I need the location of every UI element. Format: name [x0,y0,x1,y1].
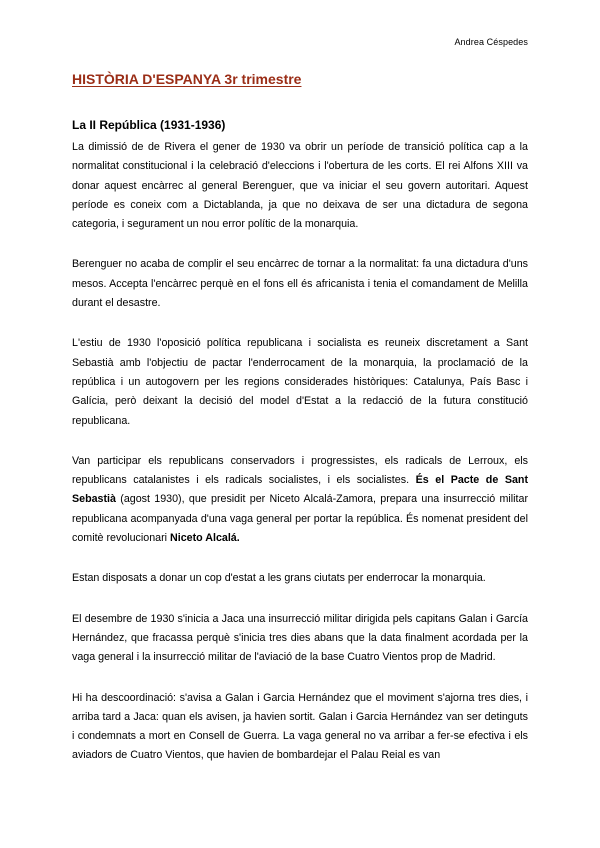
document-title: HISTÒRIA D'ESPANYA 3r trimestre [72,71,302,87]
paragraph-1: La dimissió de de Rivera el gener de 1930 va obrir un període de transició política cap a la normalitat constitucional i la celebració d'eleccions i l'obertura de les corts. El rei Alfons XIII va donar aquest encàrrec al general Berenguer, que va iniciar el seu govern autoritari. Aquest període es coneix com a Dictablanda, ja que no deixava de ser una dictadura de segona categoria, i segurament un nou error polític de la monarquia. [72,141,528,231]
paragraph-3: L'estiu de 1930 l'oposició política republicana i socialista es reuneix discretament a Sant Sebastià amb l'objectiu de pactar l'enderrocament de la monarquia, la proclamació de la república i un autogovern per les regions considerades històriques: Catalunya, País Basc i Galícia, però deixant la decisió del model d'Estat a la redacció de la futura constitució republicana. [72,337,528,427]
paragraph-4-bold-niceto: Niceto Alcalá. [170,532,240,545]
paragraph-4 [72,452,528,548]
paragraph-5: Estan disposats a donar un cop d'estat a les grans ciutats per enderrocar la monarquia. [72,572,486,585]
paragraph-4-text-2: (agost 1930), que presidit per Niceto Alcalá-Zamora, prepara una insurrecció militar republicana acompanyada d'una vaga general per portar la república. És nomenat president del comitè revolucionari [72,493,528,545]
paragraph-7: Hi ha descoordinació: s'avisa a Galan i Garcia Hernández que el moviment s'ajorna tres dies, i arriba tard a Jaca: quan els avisen, ja havien sortit. Galan i Garcia Hernández van ser detinguts i condemnats a mort en Consell de Guerra. La vaga general no va arribar a fer-se efectiva i els aviadors de Cuatro Vientos, que havien de bombardejar el Palau Reial es van [72,691,528,762]
section-heading: La II República (1931-1936) [72,118,226,132]
author-name: Andrea Céspedes [454,37,528,47]
paragraph-4-text-1: Van participar els republicans conservadors i progressistes, els radicals de Lerroux, els republicans catalanistes i els radicals socialistes, i els socialistes. [72,454,528,487]
paragraph-6: El desembre de 1930 s'inicia a Jaca una insurrecció militar dirigida pels capitans Galan i García Hernández, que fracassa perquè s'inicia tres dies abans que la data finalment acordada per la vaga general i la insurrecció militar de l'aviació de la base Cuatro Vientos prop de Madrid. [72,612,528,664]
paragraph-2: Berenguer no acaba de complir el seu encàrrec de tornar a la normalitat: fa una dictadura d'uns mesos. Accepta l'encàrrec perquè en el fons ell és africanista i tenia el comandament de Melilla durant el desastre. [72,258,528,310]
body-text [72,138,528,787]
paragraph-4-bold-pacte: És el Pacte de Sant Sebastià [72,474,528,506]
